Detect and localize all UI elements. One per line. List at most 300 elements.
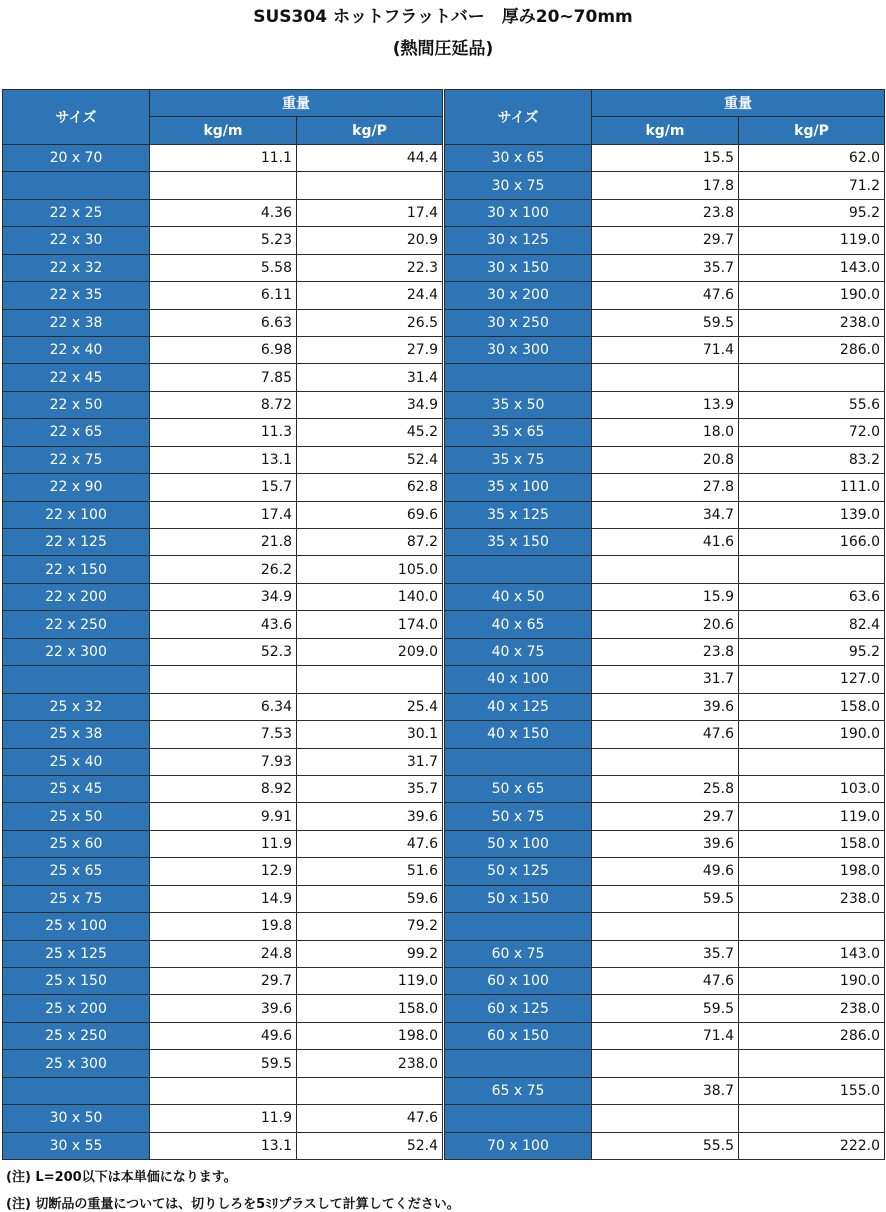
kg-per-piece-cell xyxy=(297,666,443,693)
size-cell xyxy=(445,364,592,391)
size-cell: 60 x 125 xyxy=(445,995,592,1022)
kg-per-m-cell: 13.1 xyxy=(150,1132,297,1159)
kg-per-m-cell: 6.98 xyxy=(150,336,297,363)
kg-per-m-cell: 59.5 xyxy=(592,995,739,1022)
kg-per-piece-cell: 79.2 xyxy=(297,913,443,940)
kg-per-piece-cell: 238.0 xyxy=(739,995,885,1022)
size-cell: 25 x 45 xyxy=(3,775,150,802)
kg-per-piece-cell: 17.4 xyxy=(297,199,443,226)
size-cell: 40 x 150 xyxy=(445,721,592,748)
table-row xyxy=(445,748,885,775)
kg-per-piece-cell: 105.0 xyxy=(297,556,443,583)
kg-per-m-cell: 29.7 xyxy=(592,227,739,254)
note-1: (注) L=200以下は本単価になります。 xyxy=(6,1170,237,1185)
kg-per-piece-cell: 222.0 xyxy=(739,1132,885,1159)
unit-kg-p-header: kg/P xyxy=(739,117,885,144)
size-cell: 35 x 65 xyxy=(445,419,592,446)
kg-per-m-cell xyxy=(592,1050,739,1077)
kg-per-piece-cell: 31.4 xyxy=(297,364,443,391)
table-row xyxy=(3,858,443,885)
size-cell: 22 x 100 xyxy=(3,501,150,528)
kg-per-piece-cell: 20.9 xyxy=(297,227,443,254)
size-cell xyxy=(445,1105,592,1132)
size-cell: 22 x 200 xyxy=(3,583,150,610)
size-cell: 40 x 100 xyxy=(445,666,592,693)
table-row xyxy=(3,391,443,418)
kg-per-m-cell: 29.7 xyxy=(150,968,297,995)
kg-per-m-cell: 9.91 xyxy=(150,803,297,830)
size-cell: 25 x 60 xyxy=(3,830,150,857)
kg-per-m-cell: 21.8 xyxy=(150,529,297,556)
kg-per-piece-cell: 72.0 xyxy=(739,419,885,446)
kg-per-piece-cell: 59.6 xyxy=(297,885,443,912)
size-cell: 60 x 100 xyxy=(445,968,592,995)
size-cell: 60 x 75 xyxy=(445,940,592,967)
kg-per-piece-cell: 143.0 xyxy=(739,940,885,967)
table-row xyxy=(445,254,885,281)
kg-per-piece-cell: 45.2 xyxy=(297,419,443,446)
table-row xyxy=(445,830,885,857)
table-row xyxy=(3,1077,443,1104)
kg-per-piece-cell: 238.0 xyxy=(739,309,885,336)
kg-per-m-cell: 23.8 xyxy=(592,199,739,226)
table-row xyxy=(445,1105,885,1132)
kg-per-m-cell: 11.9 xyxy=(150,830,297,857)
kg-per-m-cell: 52.3 xyxy=(150,638,297,665)
kg-per-m-cell: 47.6 xyxy=(592,282,739,309)
table-row xyxy=(3,583,443,610)
size-cell: 50 x 75 xyxy=(445,803,592,830)
table-row xyxy=(445,446,885,473)
size-cell: 22 x 125 xyxy=(3,529,150,556)
size-cell: 25 x 125 xyxy=(3,940,150,967)
kg-per-piece-cell: 55.6 xyxy=(739,391,885,418)
kg-per-piece-cell: 39.6 xyxy=(297,803,443,830)
table-row xyxy=(445,721,885,748)
kg-per-m-cell: 6.34 xyxy=(150,693,297,720)
size-cell: 30 x 250 xyxy=(445,309,592,336)
kg-per-piece-cell: 30.1 xyxy=(297,721,443,748)
kg-per-m-cell: 49.6 xyxy=(150,1022,297,1049)
kg-per-m-cell: 18.0 xyxy=(592,419,739,446)
size-header: サイズ xyxy=(3,90,150,145)
page-title: SUS304 ホットフラットバー 厚み20~70mm xyxy=(253,7,633,27)
table-row xyxy=(3,830,443,857)
table-row xyxy=(3,336,443,363)
table-row xyxy=(445,227,885,254)
size-cell xyxy=(3,172,150,199)
kg-per-piece-cell: 47.6 xyxy=(297,1105,443,1132)
kg-per-piece-cell: 69.6 xyxy=(297,501,443,528)
size-cell: 30 x 75 xyxy=(445,172,592,199)
table-row xyxy=(3,995,443,1022)
size-cell: 25 x 150 xyxy=(3,968,150,995)
kg-per-piece-cell xyxy=(739,364,885,391)
kg-per-m-cell: 13.1 xyxy=(150,446,297,473)
kg-per-m-cell xyxy=(592,1105,739,1132)
kg-per-m-cell: 7.93 xyxy=(150,748,297,775)
kg-per-m-cell: 29.7 xyxy=(592,803,739,830)
table-row xyxy=(445,583,885,610)
kg-per-piece-cell: 95.2 xyxy=(739,638,885,665)
kg-per-piece-cell: 34.9 xyxy=(297,391,443,418)
kg-per-m-cell: 6.63 xyxy=(150,309,297,336)
kg-per-m-cell: 34.9 xyxy=(150,583,297,610)
kg-per-piece-cell: 111.0 xyxy=(739,474,885,501)
table-row xyxy=(3,172,443,199)
size-cell: 22 x 30 xyxy=(3,227,150,254)
kg-per-m-cell xyxy=(592,556,739,583)
kg-per-piece-cell: 286.0 xyxy=(739,336,885,363)
kg-per-m-cell: 5.23 xyxy=(150,227,297,254)
table-row xyxy=(445,638,885,665)
kg-per-piece-cell xyxy=(739,1105,885,1132)
table-row xyxy=(445,995,885,1022)
kg-per-piece-cell: 22.3 xyxy=(297,254,443,281)
kg-per-m-cell: 23.8 xyxy=(592,638,739,665)
kg-per-piece-cell: 143.0 xyxy=(739,254,885,281)
kg-per-m-cell: 71.4 xyxy=(592,336,739,363)
kg-per-piece-cell: 63.6 xyxy=(739,583,885,610)
size-cell: 50 x 65 xyxy=(445,775,592,802)
kg-per-m-cell: 20.6 xyxy=(592,611,739,638)
kg-per-m-cell xyxy=(592,748,739,775)
kg-per-piece-cell: 119.0 xyxy=(739,803,885,830)
kg-per-m-cell: 31.7 xyxy=(592,666,739,693)
size-cell: 30 x 125 xyxy=(445,227,592,254)
kg-per-piece-cell: 31.7 xyxy=(297,748,443,775)
table-row xyxy=(3,611,443,638)
kg-per-m-cell: 20.8 xyxy=(592,446,739,473)
table-row xyxy=(445,693,885,720)
kg-per-m-cell xyxy=(150,1077,297,1104)
page-subtitle: (熱間圧延品) xyxy=(392,39,494,59)
kg-per-m-cell: 12.9 xyxy=(150,858,297,885)
table-row xyxy=(3,748,443,775)
kg-per-m-cell: 35.7 xyxy=(592,254,739,281)
kg-per-piece-cell: 238.0 xyxy=(739,885,885,912)
kg-per-m-cell xyxy=(592,913,739,940)
kg-per-m-cell: 25.8 xyxy=(592,775,739,802)
kg-per-m-cell: 49.6 xyxy=(592,858,739,885)
table-row xyxy=(445,309,885,336)
kg-per-m-cell: 4.36 xyxy=(150,199,297,226)
size-cell: 50 x 150 xyxy=(445,885,592,912)
kg-per-m-cell: 59.5 xyxy=(592,309,739,336)
kg-per-piece-cell: 286.0 xyxy=(739,1022,885,1049)
kg-per-piece-cell: 71.2 xyxy=(739,172,885,199)
kg-per-piece-cell: 127.0 xyxy=(739,666,885,693)
table-row xyxy=(3,199,443,226)
size-cell: 30 x 55 xyxy=(3,1132,150,1159)
kg-per-piece-cell: 25.4 xyxy=(297,693,443,720)
size-cell: 25 x 38 xyxy=(3,721,150,748)
kg-per-m-cell: 15.9 xyxy=(592,583,739,610)
table-row xyxy=(3,940,443,967)
kg-per-piece-cell: 155.0 xyxy=(739,1077,885,1104)
kg-per-piece-cell: 95.2 xyxy=(739,199,885,226)
kg-per-m-cell: 5.58 xyxy=(150,254,297,281)
table-row xyxy=(3,309,443,336)
table-row xyxy=(445,419,885,446)
kg-per-m-cell: 19.8 xyxy=(150,913,297,940)
kg-per-m-cell: 47.6 xyxy=(592,968,739,995)
table-row xyxy=(3,254,443,281)
size-cell xyxy=(445,556,592,583)
table-row xyxy=(445,1022,885,1049)
kg-per-piece-cell: 47.6 xyxy=(297,830,443,857)
kg-per-m-cell: 39.6 xyxy=(592,693,739,720)
size-cell: 22 x 75 xyxy=(3,446,150,473)
table-row xyxy=(445,1132,885,1159)
table-row xyxy=(445,282,885,309)
size-cell xyxy=(3,666,150,693)
kg-per-piece-cell: 35.7 xyxy=(297,775,443,802)
kg-per-m-cell: 8.92 xyxy=(150,775,297,802)
weight-header: 重量 xyxy=(592,90,885,117)
unit-kg-m-header: kg/m xyxy=(592,117,739,144)
kg-per-piece-cell: 44.4 xyxy=(297,144,443,171)
unit-kg-p-header: kg/P xyxy=(297,117,443,144)
kg-per-m-cell: 15.5 xyxy=(592,144,739,171)
kg-per-piece-cell: 238.0 xyxy=(297,1050,443,1077)
kg-per-piece-cell: 51.6 xyxy=(297,858,443,885)
kg-per-piece-cell xyxy=(739,1050,885,1077)
kg-per-m-cell xyxy=(150,666,297,693)
kg-per-m-cell: 8.72 xyxy=(150,391,297,418)
table-row xyxy=(3,282,443,309)
kg-per-piece-cell: 198.0 xyxy=(297,1022,443,1049)
kg-per-piece-cell: 52.4 xyxy=(297,446,443,473)
weight-header: 重量 xyxy=(150,90,443,117)
table-row xyxy=(3,1050,443,1077)
size-cell: 22 x 65 xyxy=(3,419,150,446)
table-row xyxy=(445,666,885,693)
kg-per-m-cell: 27.8 xyxy=(592,474,739,501)
size-cell: 40 x 75 xyxy=(445,638,592,665)
table-row xyxy=(445,556,885,583)
kg-per-m-cell: 35.7 xyxy=(592,940,739,967)
table-row xyxy=(445,940,885,967)
unit-kg-m-header: kg/m xyxy=(150,117,297,144)
kg-per-m-cell: 7.53 xyxy=(150,721,297,748)
table-row xyxy=(445,858,885,885)
table-row xyxy=(445,474,885,501)
kg-per-piece-cell: 190.0 xyxy=(739,282,885,309)
table-row xyxy=(445,501,885,528)
table-row xyxy=(445,1050,885,1077)
kg-per-piece-cell: 119.0 xyxy=(297,968,443,995)
size-cell: 30 x 300 xyxy=(445,336,592,363)
table-row xyxy=(3,1022,443,1049)
kg-per-m-cell: 38.7 xyxy=(592,1077,739,1104)
table-row xyxy=(445,968,885,995)
kg-per-m-cell: 15.7 xyxy=(150,474,297,501)
kg-per-m-cell: 13.9 xyxy=(592,391,739,418)
kg-per-m-cell: 11.3 xyxy=(150,419,297,446)
kg-per-m-cell: 59.5 xyxy=(150,1050,297,1077)
table-row xyxy=(445,1077,885,1104)
table-row xyxy=(3,666,443,693)
kg-per-piece-cell: 62.0 xyxy=(739,144,885,171)
kg-per-m-cell: 59.5 xyxy=(592,885,739,912)
size-cell xyxy=(3,1077,150,1104)
table-row xyxy=(445,529,885,556)
table-row xyxy=(3,638,443,665)
size-cell: 22 x 35 xyxy=(3,282,150,309)
size-cell: 35 x 150 xyxy=(445,529,592,556)
kg-per-piece-cell: 103.0 xyxy=(739,775,885,802)
size-cell: 40 x 65 xyxy=(445,611,592,638)
table-row xyxy=(3,775,443,802)
kg-per-m-cell: 11.9 xyxy=(150,1105,297,1132)
size-cell: 22 x 90 xyxy=(3,474,150,501)
size-cell: 22 x 32 xyxy=(3,254,150,281)
kg-per-piece-cell: 209.0 xyxy=(297,638,443,665)
size-cell: 50 x 100 xyxy=(445,830,592,857)
table-row xyxy=(445,144,885,171)
kg-per-piece-cell xyxy=(739,913,885,940)
kg-per-piece-cell xyxy=(739,556,885,583)
kg-per-m-cell: 17.8 xyxy=(592,172,739,199)
note-2: (注) 切断品の重量については、切りしろを5ﾐﾘプラスして計算してください。 xyxy=(6,1197,460,1212)
kg-per-m-cell xyxy=(592,364,739,391)
table-row xyxy=(3,803,443,830)
weight-table-left xyxy=(2,89,443,1160)
kg-per-piece-cell xyxy=(297,1077,443,1104)
table-row xyxy=(3,144,443,171)
kg-per-piece-cell: 24.4 xyxy=(297,282,443,309)
table-row xyxy=(445,803,885,830)
size-cell: 35 x 100 xyxy=(445,474,592,501)
table-row xyxy=(3,474,443,501)
size-header: サイズ xyxy=(445,90,592,145)
size-cell: 30 x 65 xyxy=(445,144,592,171)
size-cell: 40 x 125 xyxy=(445,693,592,720)
size-cell: 30 x 50 xyxy=(3,1105,150,1132)
table-row xyxy=(3,885,443,912)
kg-per-piece-cell: 26.5 xyxy=(297,309,443,336)
size-cell: 35 x 125 xyxy=(445,501,592,528)
size-cell: 22 x 50 xyxy=(3,391,150,418)
size-cell: 25 x 200 xyxy=(3,995,150,1022)
kg-per-piece-cell: 99.2 xyxy=(297,940,443,967)
table-row xyxy=(3,364,443,391)
size-cell: 30 x 200 xyxy=(445,282,592,309)
kg-per-piece-cell xyxy=(739,748,885,775)
size-cell: 22 x 45 xyxy=(3,364,150,391)
table-row xyxy=(445,391,885,418)
size-cell: 25 x 75 xyxy=(3,885,150,912)
table-row xyxy=(3,419,443,446)
kg-per-piece-cell: 139.0 xyxy=(739,501,885,528)
table-row xyxy=(3,913,443,940)
kg-per-piece-cell: 62.8 xyxy=(297,474,443,501)
table-row xyxy=(3,721,443,748)
weight-table-right xyxy=(444,89,885,1160)
kg-per-m-cell: 39.6 xyxy=(150,995,297,1022)
kg-per-piece-cell: 87.2 xyxy=(297,529,443,556)
table-row xyxy=(3,968,443,995)
size-cell: 20 x 70 xyxy=(3,144,150,171)
kg-per-piece-cell: 52.4 xyxy=(297,1132,443,1159)
kg-per-m-cell: 14.9 xyxy=(150,885,297,912)
kg-per-m-cell: 11.1 xyxy=(150,144,297,171)
kg-per-piece-cell: 140.0 xyxy=(297,583,443,610)
size-cell: 25 x 40 xyxy=(3,748,150,775)
kg-per-m-cell: 24.8 xyxy=(150,940,297,967)
size-cell: 25 x 300 xyxy=(3,1050,150,1077)
size-cell xyxy=(445,748,592,775)
kg-per-m-cell: 39.6 xyxy=(592,830,739,857)
size-cell: 22 x 25 xyxy=(3,199,150,226)
size-cell: 70 x 100 xyxy=(445,1132,592,1159)
size-cell: 22 x 40 xyxy=(3,336,150,363)
kg-per-m-cell: 26.2 xyxy=(150,556,297,583)
kg-per-m-cell: 71.4 xyxy=(592,1022,739,1049)
table-row xyxy=(445,364,885,391)
table-row xyxy=(3,556,443,583)
kg-per-piece-cell: 158.0 xyxy=(739,693,885,720)
table-row xyxy=(3,693,443,720)
table-row xyxy=(3,1132,443,1159)
kg-per-piece-cell: 198.0 xyxy=(739,858,885,885)
table-row xyxy=(445,775,885,802)
size-cell: 65 x 75 xyxy=(445,1077,592,1104)
table-row xyxy=(445,172,885,199)
size-cell xyxy=(445,1050,592,1077)
table-row xyxy=(3,529,443,556)
size-cell: 35 x 75 xyxy=(445,446,592,473)
size-cell: 25 x 250 xyxy=(3,1022,150,1049)
size-cell: 25 x 50 xyxy=(3,803,150,830)
size-cell xyxy=(445,913,592,940)
table-row xyxy=(3,227,443,254)
table-row xyxy=(3,1105,443,1132)
table-row xyxy=(445,336,885,363)
table-row xyxy=(445,885,885,912)
kg-per-piece-cell: 190.0 xyxy=(739,968,885,995)
size-cell: 22 x 300 xyxy=(3,638,150,665)
kg-per-piece-cell: 174.0 xyxy=(297,611,443,638)
kg-per-piece-cell xyxy=(297,172,443,199)
kg-per-piece-cell: 119.0 xyxy=(739,227,885,254)
size-cell: 22 x 250 xyxy=(3,611,150,638)
size-cell: 25 x 32 xyxy=(3,693,150,720)
table-row xyxy=(445,611,885,638)
kg-per-m-cell: 55.5 xyxy=(592,1132,739,1159)
kg-per-m-cell: 17.4 xyxy=(150,501,297,528)
size-cell: 40 x 50 xyxy=(445,583,592,610)
size-cell: 22 x 38 xyxy=(3,309,150,336)
table-row xyxy=(3,446,443,473)
kg-per-m-cell: 43.6 xyxy=(150,611,297,638)
table-row xyxy=(445,913,885,940)
kg-per-piece-cell: 158.0 xyxy=(297,995,443,1022)
kg-per-piece-cell: 82.4 xyxy=(739,611,885,638)
size-cell: 60 x 150 xyxy=(445,1022,592,1049)
kg-per-m-cell: 6.11 xyxy=(150,282,297,309)
size-cell: 35 x 50 xyxy=(445,391,592,418)
kg-per-m-cell xyxy=(150,172,297,199)
kg-per-m-cell: 34.7 xyxy=(592,501,739,528)
kg-per-m-cell: 41.6 xyxy=(592,529,739,556)
kg-per-m-cell: 7.85 xyxy=(150,364,297,391)
kg-per-piece-cell: 83.2 xyxy=(739,446,885,473)
kg-per-piece-cell: 190.0 xyxy=(739,721,885,748)
size-cell: 30 x 150 xyxy=(445,254,592,281)
table-row xyxy=(445,199,885,226)
